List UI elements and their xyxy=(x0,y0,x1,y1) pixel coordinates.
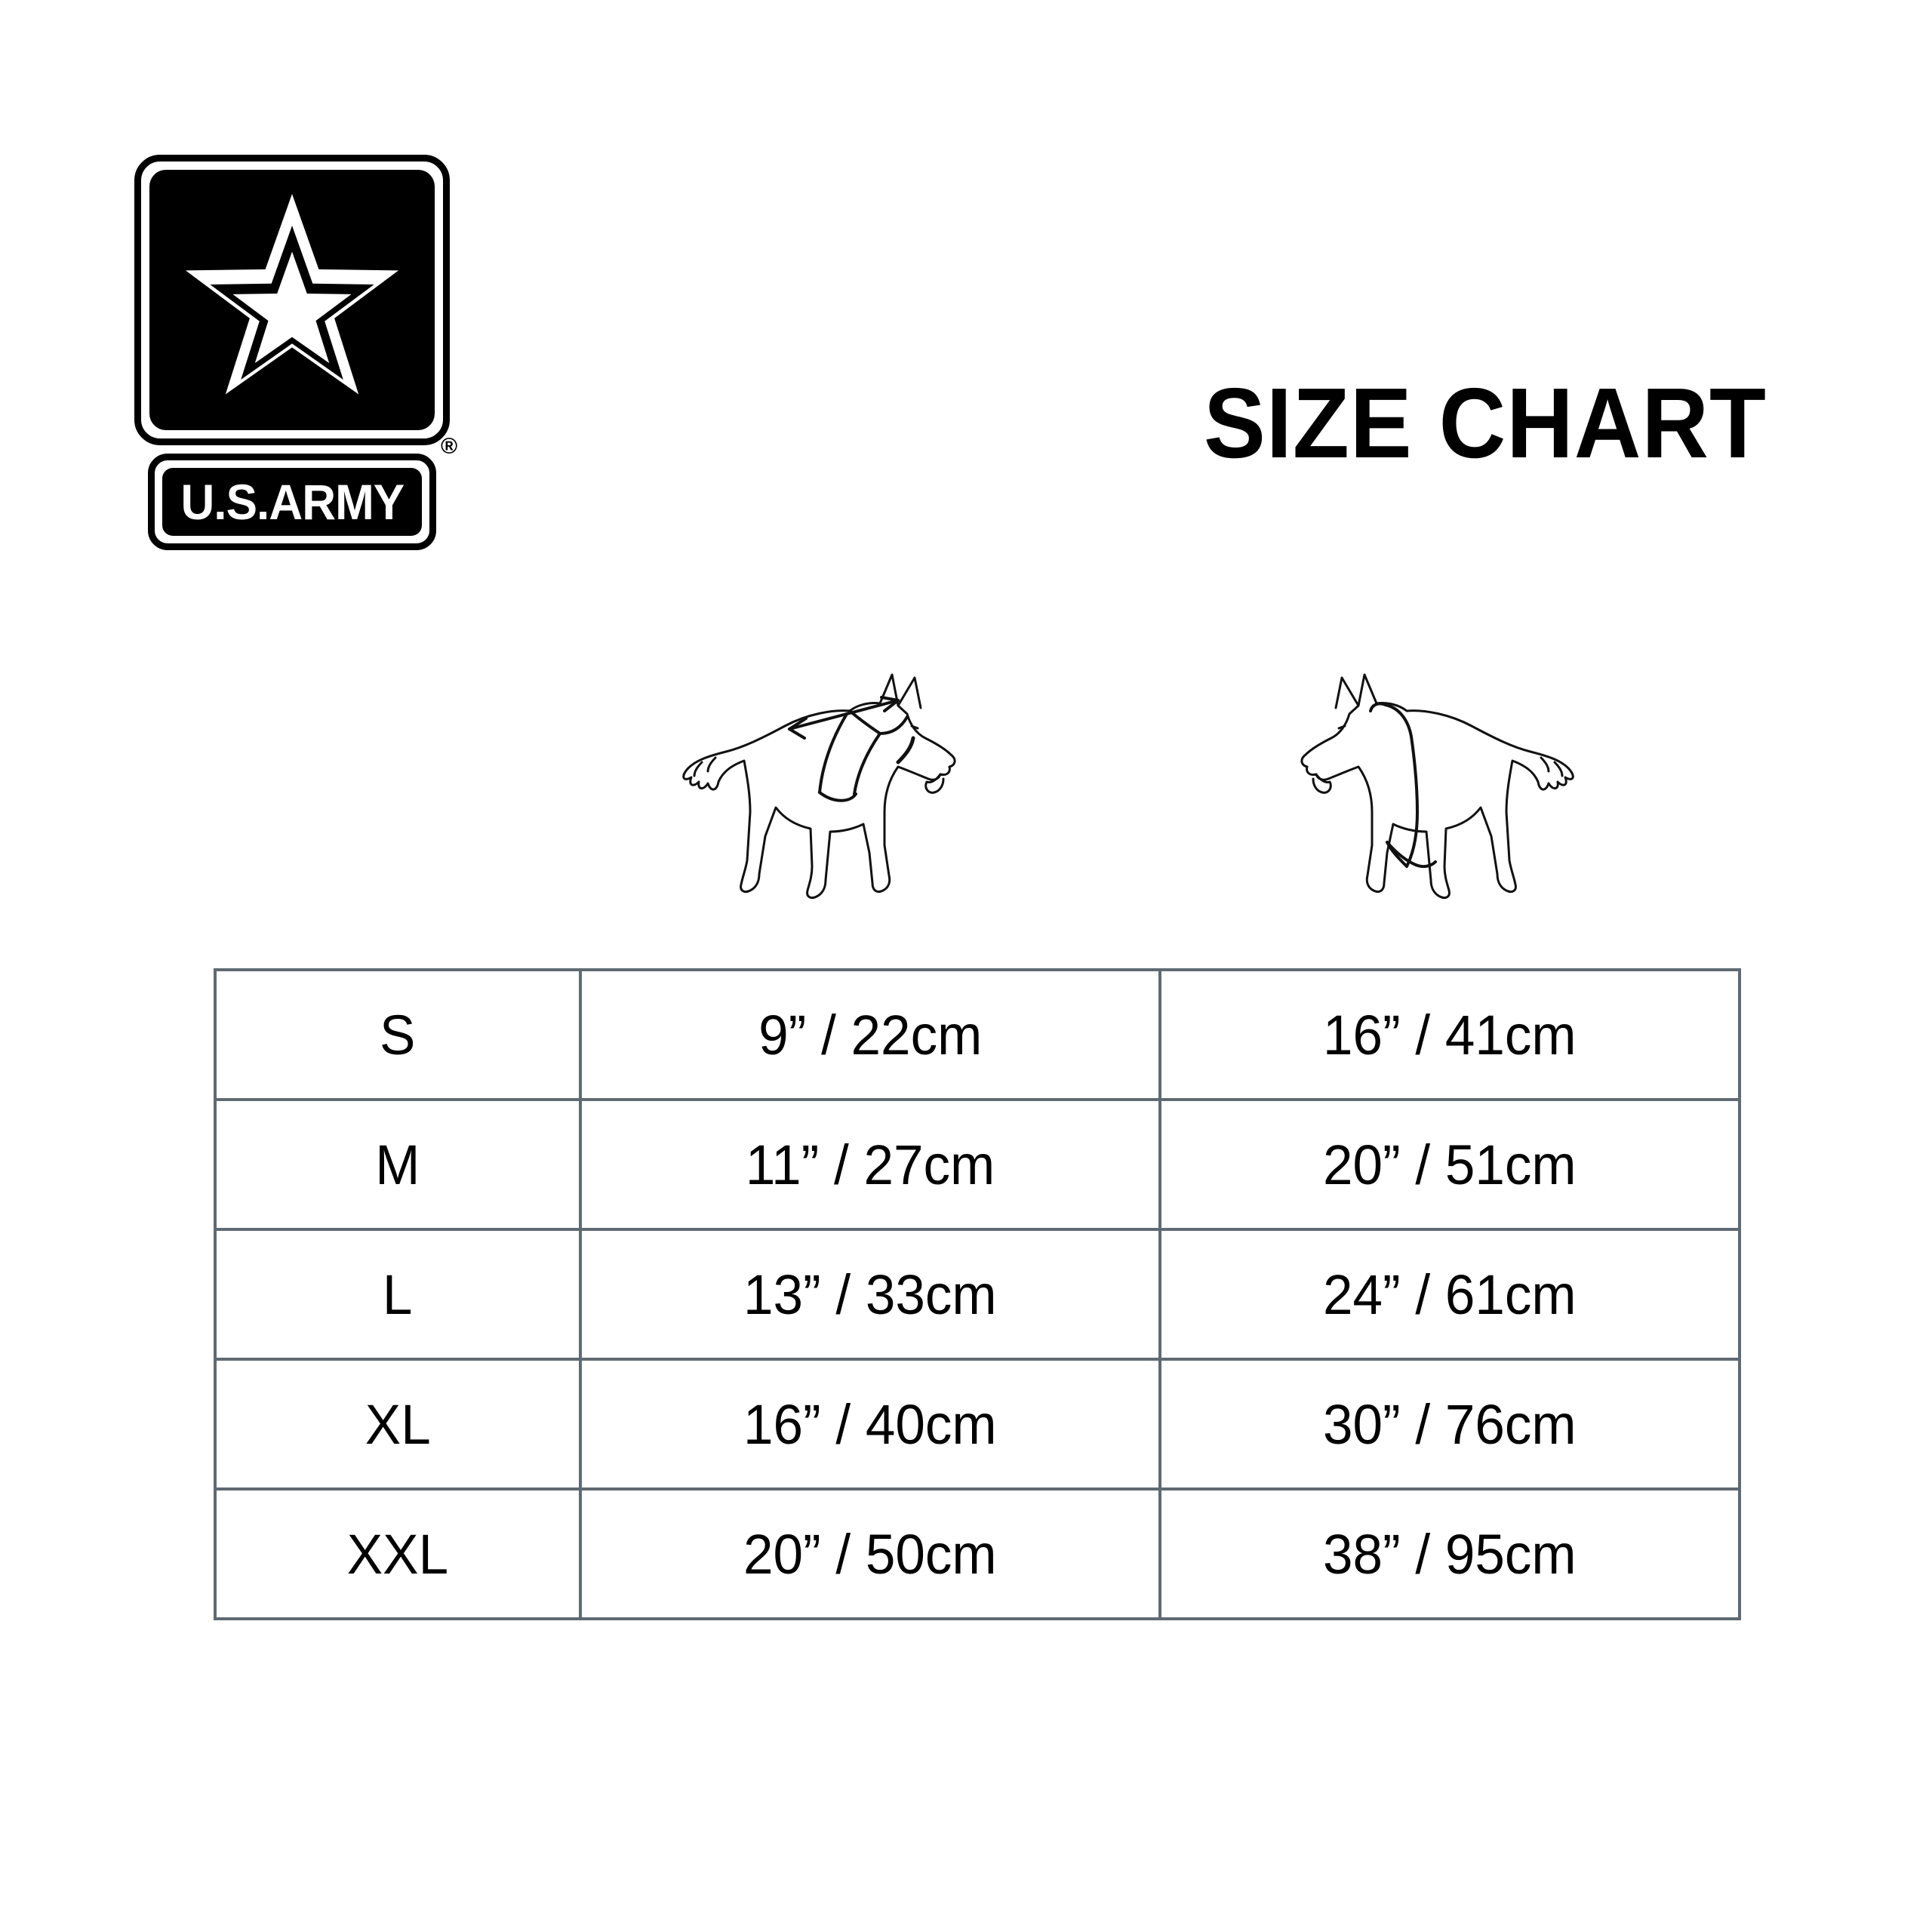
chest-measure-text: 16” / 41cm xyxy=(1323,1003,1577,1066)
chest-measure-text: 24” / 61cm xyxy=(1323,1263,1577,1326)
size-label-text: M xyxy=(375,1133,420,1196)
army-wordmark-badge xyxy=(148,454,436,550)
chest-measure-cell xyxy=(1160,1229,1740,1359)
neck-measure-text: 11” / 27cm xyxy=(745,1133,995,1196)
size-label-cell xyxy=(215,1489,580,1619)
star-icon xyxy=(179,187,405,414)
table-row xyxy=(215,1359,1740,1489)
page-title: SIZE CHART xyxy=(1204,368,1767,478)
army-star-badge xyxy=(134,155,450,445)
chest-measure-cell xyxy=(1160,1359,1740,1489)
chest-measure-cell xyxy=(1160,1100,1740,1229)
neck-measure-text: 20” / 50cm xyxy=(743,1522,997,1586)
size-label-text: XXL xyxy=(346,1522,449,1586)
neck-measure-cell xyxy=(580,1359,1160,1489)
size-label-text: S xyxy=(380,1003,416,1066)
neck-measure-text: 13” / 33cm xyxy=(743,1263,997,1326)
army-wordmark-text: U.S.ARMY xyxy=(180,474,404,530)
size-label-cell xyxy=(215,1359,580,1489)
neck-measure-cell xyxy=(580,1100,1160,1229)
chest-measure-cell xyxy=(1160,970,1740,1100)
army-star-badge-inner xyxy=(149,170,435,430)
table-row xyxy=(215,1100,1740,1229)
dog-neck-measurement-diagram xyxy=(672,664,1019,951)
size-label-cell xyxy=(215,1100,580,1229)
measurement-illustrations xyxy=(0,664,1932,958)
size-label-text: XL xyxy=(365,1392,431,1456)
size-label-cell xyxy=(215,1229,580,1359)
header xyxy=(0,155,1932,577)
us-army-logo xyxy=(134,155,459,566)
size-label-text: L xyxy=(383,1263,413,1326)
size-label-cell xyxy=(215,970,580,1100)
neck-measure-cell xyxy=(580,970,1160,1100)
registered-trademark-mark: ® xyxy=(441,434,458,459)
neck-measure-text: 9” / 22cm xyxy=(758,1003,983,1066)
chest-measure-text: 30” / 76cm xyxy=(1323,1392,1577,1456)
table-row xyxy=(215,970,1740,1100)
size-chart-table xyxy=(214,968,1741,1620)
chest-measure-text: 20” / 51cm xyxy=(1323,1133,1577,1196)
chest-measure-cell xyxy=(1160,1489,1740,1619)
table-row xyxy=(215,1229,1740,1359)
neck-measure-text: 16” / 40cm xyxy=(743,1392,997,1456)
neck-measure-cell xyxy=(580,1489,1160,1619)
army-wordmark-badge-inner xyxy=(162,468,422,536)
table-row xyxy=(215,1489,1740,1619)
neck-measure-cell xyxy=(580,1229,1160,1359)
chest-measure-text: 38” / 95cm xyxy=(1323,1522,1577,1586)
dog-chest-measurement-diagram xyxy=(1238,664,1585,951)
